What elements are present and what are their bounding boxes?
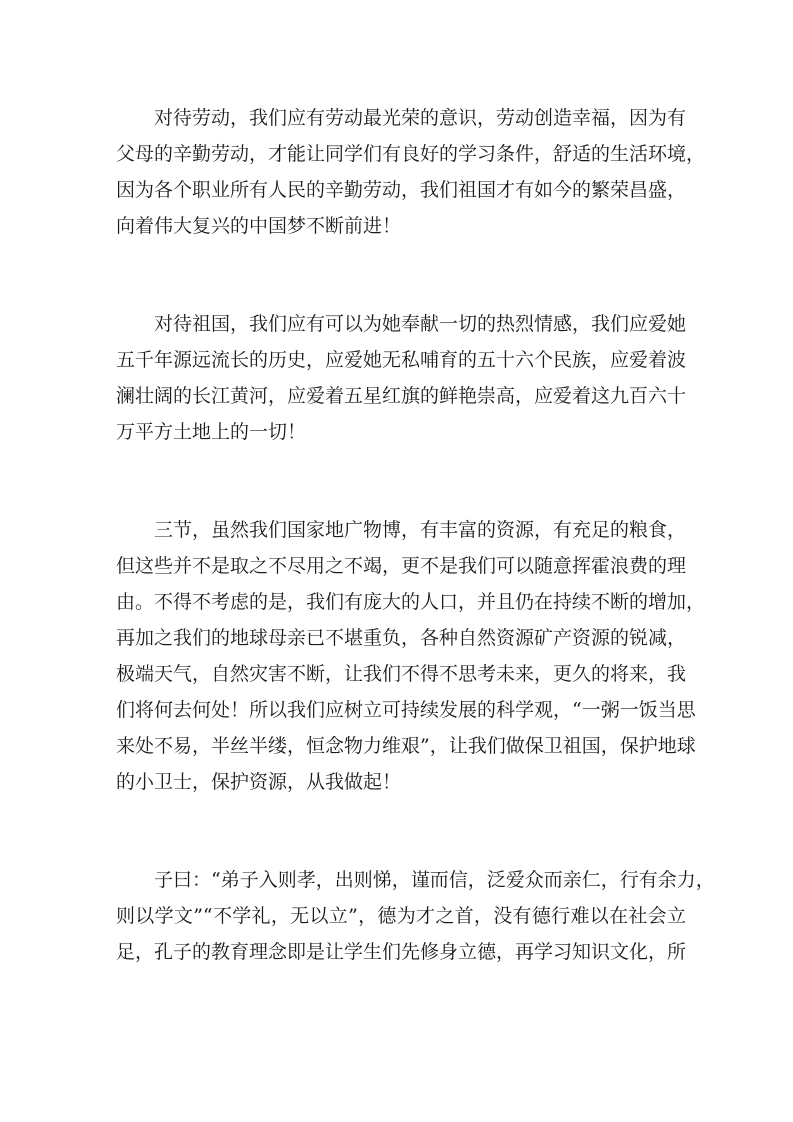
text-line: 由。不得不考虑的是，我们有庞大的人口，并且仍在持续不断的增加，	[116, 591, 706, 613]
text-line: 因为各个职业所有人民的辛勤劳动，我们祖国才有如今的繁荣昌盛，	[116, 179, 687, 201]
text-line: 子曰：“弟子入则孝，出则悌，谨而信，泛爱众而亲仁，行有余力，	[154, 869, 715, 891]
text-line: 向着伟大复兴的中国梦不断前进！	[116, 215, 402, 237]
text-line: 对待劳动，我们应有劳动最光荣的意识，劳动创造幸福，因为有	[154, 107, 687, 129]
text-line: 足，孔子的教育理念即是让学生们先修身立德，再学习知识文化，所	[116, 941, 687, 963]
text-line: 万平方土地上的一切！	[116, 421, 307, 443]
paragraph-confucius	[116, 862, 715, 970]
text-line: 们将何去何处！所以我们应树立可持续发展的科学观，“一粥一饭当思	[116, 699, 696, 721]
text-line: 澜壮阔的长江黄河，应爱着五星红旗的鲜艳崇高，应爱着这九百六十	[116, 385, 687, 407]
text-line: 再加之我们的地球母亲已不堪重负，各种自然资源矿产资源的锐减，	[116, 627, 687, 649]
text-line: 的小卫士，保护资源，从我做起！	[116, 771, 402, 793]
text-line: 三节，虽然我们国家地广物博，有丰富的资源，有充足的粮食，	[154, 519, 687, 541]
text-line: 对待祖国，我们应有可以为她奉献一切的热烈情感，我们应爱她	[154, 313, 687, 335]
paragraph-motherland	[116, 306, 686, 450]
paragraph-labor	[116, 100, 706, 244]
text-line: 则以学文”“不学礼，无以立”，德为才之首，没有德行难以在社会立	[116, 905, 686, 927]
text-line: 五千年源远流长的历史，应爱她无私哺育的五十六个民族，应爱着波	[116, 349, 687, 371]
text-line: 来处不易，半丝半缕，恒念物力维艰”，让我们做保卫祖国，保护地球	[116, 735, 696, 757]
paragraph-thrift	[116, 512, 706, 800]
text-line: 父母的辛勤劳动，才能让同学们有良好的学习条件，舒适的生活环境，	[116, 143, 706, 165]
text-line: 但这些并不是取之不尽用之不竭，更不是我们可以随意挥霍浪费的理	[116, 555, 687, 577]
text-line: 极端天气，自然灾害不断，让我们不得不思考未来，更久的将来，我	[116, 663, 687, 685]
